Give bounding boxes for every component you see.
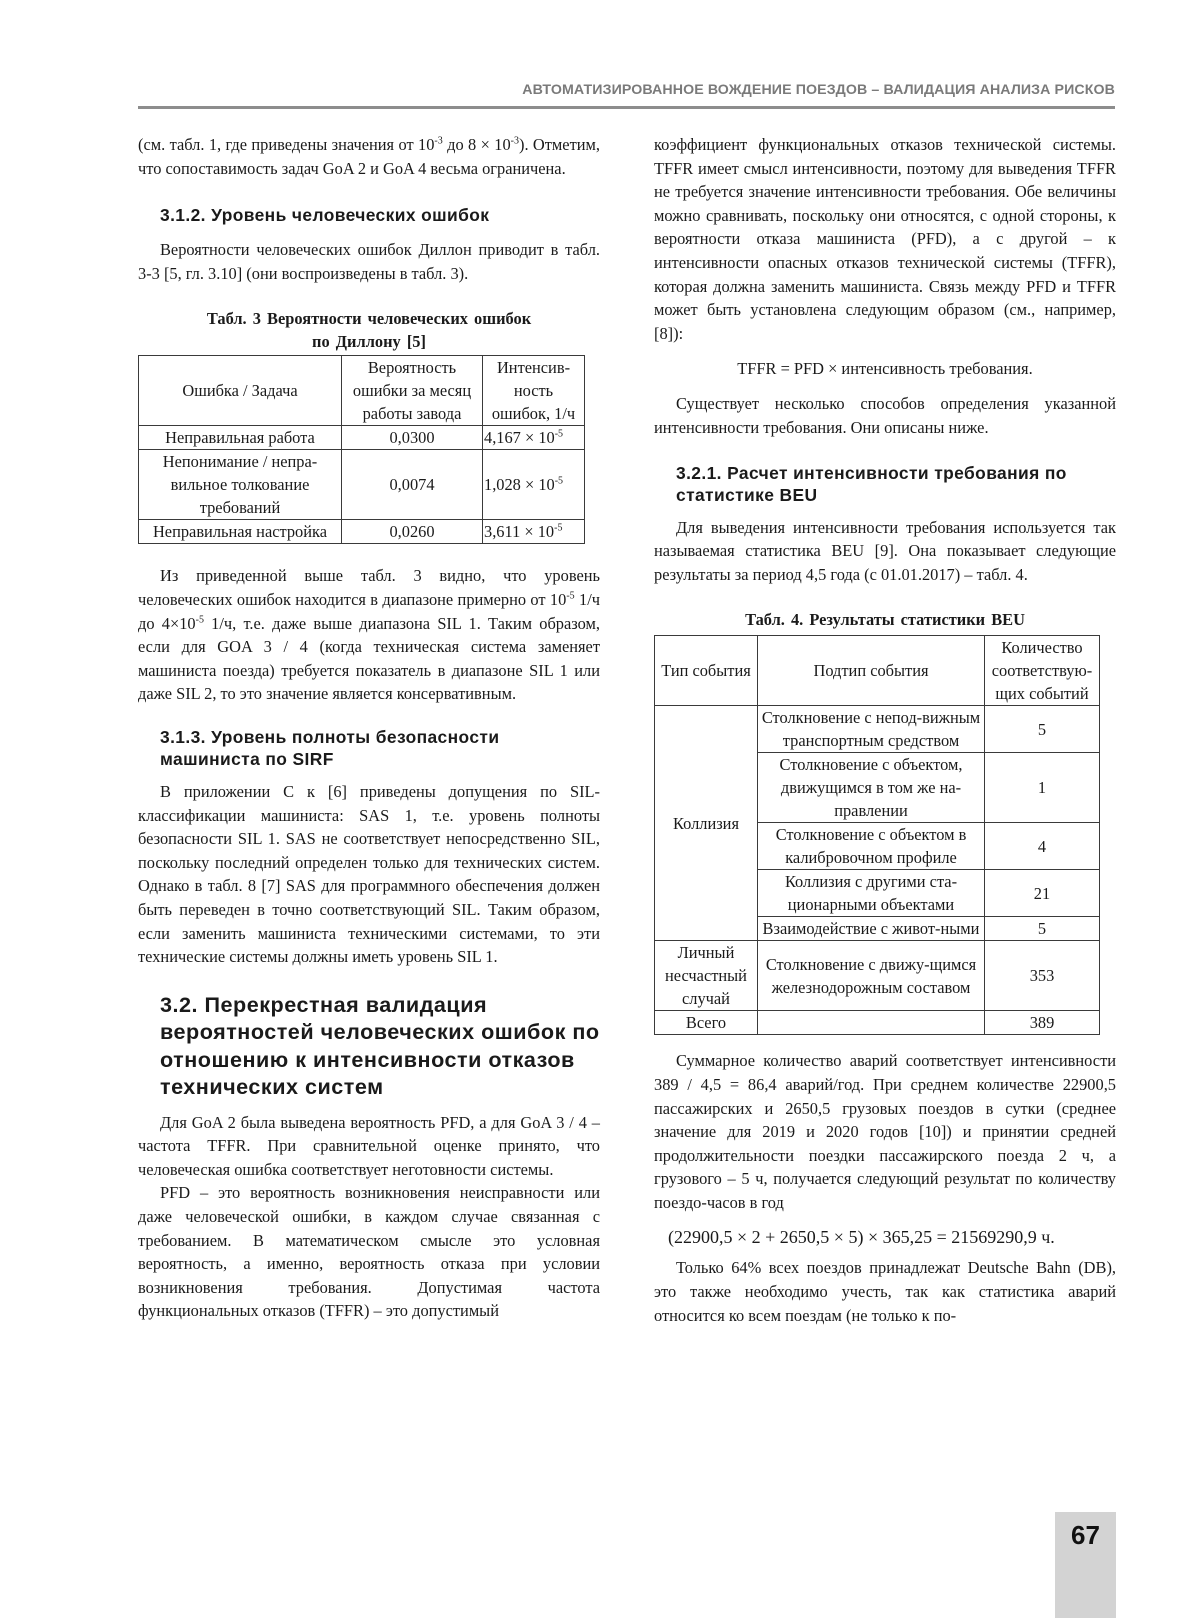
paragraph: коэффициент функциональных отказов технической системы. TFFR имеет смысл интенсивности, поэтому для выведения TFFR не требуется значение интенсивности требования. Обе величины можно сравнивать, поскольку они относятся, с одной стороны, к вероятности отказа машиниста (PFD), а с другой – к интенсивности опасных отказов технической системы (TFFR), которая должна заменить машиниста. Связь между PFD и TFFR может быть установлена следующим образом (см., например, [8]):	[654, 135, 1116, 343]
superscript: -5	[554, 475, 564, 487]
superscript: -5	[566, 590, 575, 602]
section-heading-3-1-2: 3.1.2. Уровень человеческих ошибок	[160, 205, 490, 226]
section-heading-3-2: 3.2. Перекрестная валидация вероятностей человеческих ошибок по отношению к интенсивности отказов технических систем	[160, 991, 600, 1100]
table-cell-probability: 0,0260	[342, 520, 483, 544]
table-cell-count: 4	[985, 823, 1100, 870]
table-header-cell: Тип события	[655, 636, 758, 706]
text: до 8 × 10	[442, 135, 511, 154]
table-cell-subtype: Столкновение с непод-вижным транспортным средством	[758, 706, 985, 753]
paragraph	[138, 564, 600, 706]
text: 4,167 × 10	[484, 428, 555, 448]
superscript: -5	[554, 522, 563, 534]
table-cell-subtype: Столкновение с движу-щимся железнодорожным составом	[758, 941, 985, 1011]
text: ). Отметим, что сопоставимость задач GoA 2 и GoA 4 весьма ограничена.	[138, 135, 600, 178]
superscript: -5	[195, 614, 204, 626]
table-cell-total-count: 389	[985, 1011, 1100, 1035]
table-header-row	[655, 636, 1100, 706]
paragraph	[138, 133, 600, 180]
table-cell-probability: 0,0300	[342, 426, 483, 450]
left-column	[138, 133, 600, 1323]
superscript: -5	[554, 428, 564, 440]
text: Из приведенной выше табл. 3 видно, что уровень человеческих ошибок находится в диапазоне примерно от 10	[138, 566, 600, 609]
table-header-cell: Ошибка / Задача	[139, 356, 342, 426]
table-row	[655, 941, 1100, 1011]
table-cell-subtype: Столкновение с объектом в калибровочном профиле	[758, 823, 985, 870]
paragraph: Только 64% всех поездов принадлежат Deutsche Bahn (DB), это также необходимо учесть, так как статистика аварий относится ко всем поездам (не только к по-	[654, 1258, 1116, 1325]
table-cell-probability: 0,0074	[342, 450, 483, 520]
section-heading-3-1-3: 3.1.3. Уровень полноты безопасности машиниста по SIRF	[160, 726, 500, 769]
paragraph: Существует несколько способов определения указанной интенсивности требования. Они описаны ниже.	[654, 394, 1116, 437]
table-cell-count: 5	[985, 706, 1100, 753]
text: 1,028 × 10	[484, 475, 555, 495]
table-header-cell: Количество соответствую-щих событий	[985, 636, 1100, 706]
table-cell-empty	[758, 1011, 985, 1035]
table-total-row	[655, 1011, 1100, 1035]
paragraph: Суммарное количество аварий соответствует интенсивности 389 / 4,5 = 86,4 аварий/год. При среднем количестве 22900,5 пассажирских и 2650,5 грузовых поездов в сутки (среднее значение для 2019 и 2020 годов [10]) и принятии средней продолжительности поездки пассажирского поезда 2 ч, а грузового – 5 ч, получается следующий результат по количеству поездо-часов в год	[654, 1051, 1116, 1212]
text: 3,611 × 10	[484, 522, 555, 542]
table-cell-subtype: Столкновение с объектом, движущимся в том же на-правлении	[758, 753, 985, 823]
table4	[654, 635, 1100, 1035]
text: 1/ч до 4×10	[138, 589, 600, 633]
paragraph: PFD – это вероятность возникновения неисправности или даже человеческой ошибки, в каждом случае связанная с требованием. В математическом смысле это условная вероятность, а именно, вероятность отказа при условии возникновения требования. Допустимая частота функциональных отказов (TFFR) – это допустимый	[138, 1183, 600, 1321]
table-header-row	[139, 356, 585, 426]
text: (см. табл. 1, где приведены значения от 10	[138, 135, 435, 154]
paragraph: Вероятности человеческих ошибок Диллон приводит в табл. 3-3 [5, гл. 3.10] (они воспроизведены в табл. 3).	[138, 240, 600, 283]
superscript: -3	[510, 135, 519, 147]
superscript: -3	[434, 135, 443, 147]
paragraph: Для выведения интенсивности требования используется так называемая статистика BEU [9]. Она показывает следующие результаты за период 4,5 года (с 01.01.2017) – табл. 4.	[654, 517, 1116, 584]
table-cell-rate	[483, 426, 585, 450]
paragraph: В приложении С к [6] приведены допущения по SIL-классификации машиниста: SAS 1, т.е. уровень полноты безопасности SIL 1. SAS не соответствует непосредственно SIL, поскольку последний определен только для технических систем. Однако в табл. 8 [7] SAS для программного обеспечения должен быть переведен в точно соответствующий SIL. Таким образом, если заменить машиниста техническими системами, то эти технические системы должны иметь уровень SIL 1.	[138, 781, 600, 967]
table-cell-task: Неправильная настройка	[139, 520, 342, 544]
formula-train-hours: (22900,5 × 2 + 2650,5 × 5) × 365,25 = 21569290,9 ч.	[668, 1227, 1055, 1248]
running-title: АВТОМАТИЗИРОВАННОЕ ВОЖДЕНИЕ ПОЕЗДОВ – ВАЛИДАЦИЯ АНАЛИЗА РИСКОВ	[522, 82, 1115, 98]
table-cell-count: 21	[985, 870, 1100, 917]
table-cell-count: 5	[985, 917, 1100, 941]
table-header-cell: Подтип события	[758, 636, 985, 706]
table3-caption-line2: по Диллону [5]	[312, 332, 426, 352]
table-row	[139, 426, 585, 450]
table-cell-type: Коллизия	[655, 706, 758, 941]
table-cell-subtype: Взаимодействие с живот-ными	[758, 917, 985, 941]
table4-caption: Табл. 4. Результаты статистики BEU	[745, 610, 1025, 630]
table-row	[139, 520, 585, 544]
formula-tffr: TFFR = PFD × интенсивность требования.	[737, 359, 1033, 379]
table-cell-rate	[483, 520, 585, 544]
table-cell-count: 353	[985, 941, 1100, 1011]
table-cell-task: Непонимание / непра-вильное толкование требований	[139, 450, 342, 520]
table-cell-rate	[483, 450, 585, 520]
table-header-cell: Вероятность ошибки за месяц работы завода	[342, 356, 483, 426]
section-heading-3-2-1: 3.2.1. Расчет интенсивности требования по статистике BEU	[676, 462, 1067, 505]
table-cell-subtype: Коллизия с другими ста-ционарными объектами	[758, 870, 985, 917]
table-header-cell: Интенсив-ность ошибок, 1/ч	[483, 356, 585, 426]
table3	[138, 355, 585, 544]
paragraph: Для GoA 2 была выведена вероятность PFD, а для GoA 3 / 4 – частота TFFR. При сравнительной оценке принято, что человеческая ошибка соответствует неготовности системы.	[138, 1112, 600, 1179]
header-rule	[138, 106, 1115, 109]
table-cell-task: Неправильная работа	[139, 426, 342, 450]
table3-caption	[138, 307, 600, 353]
table-cell-count: 1	[985, 753, 1100, 823]
text: 1/ч, т.е. даже выше диапазона SIL 1. Таким образом, если для GOA 3 / 4 (когда техническая система заменяет машиниста поезда) требуется показатель в диапазоне SIL 1 или даже SIL 2, то это значение является консервативным.	[138, 613, 601, 704]
table-cell-total-label: Всего	[655, 1011, 758, 1035]
right-column	[654, 133, 1116, 1327]
table-row	[139, 450, 585, 520]
table3-caption-line1: Табл. 3 Вероятности человеческих ошибок	[206, 309, 532, 329]
table-cell-type: Личный несчастный случай	[655, 941, 758, 1011]
page-number: 67	[1071, 1520, 1100, 1550]
table-row	[655, 706, 1100, 753]
